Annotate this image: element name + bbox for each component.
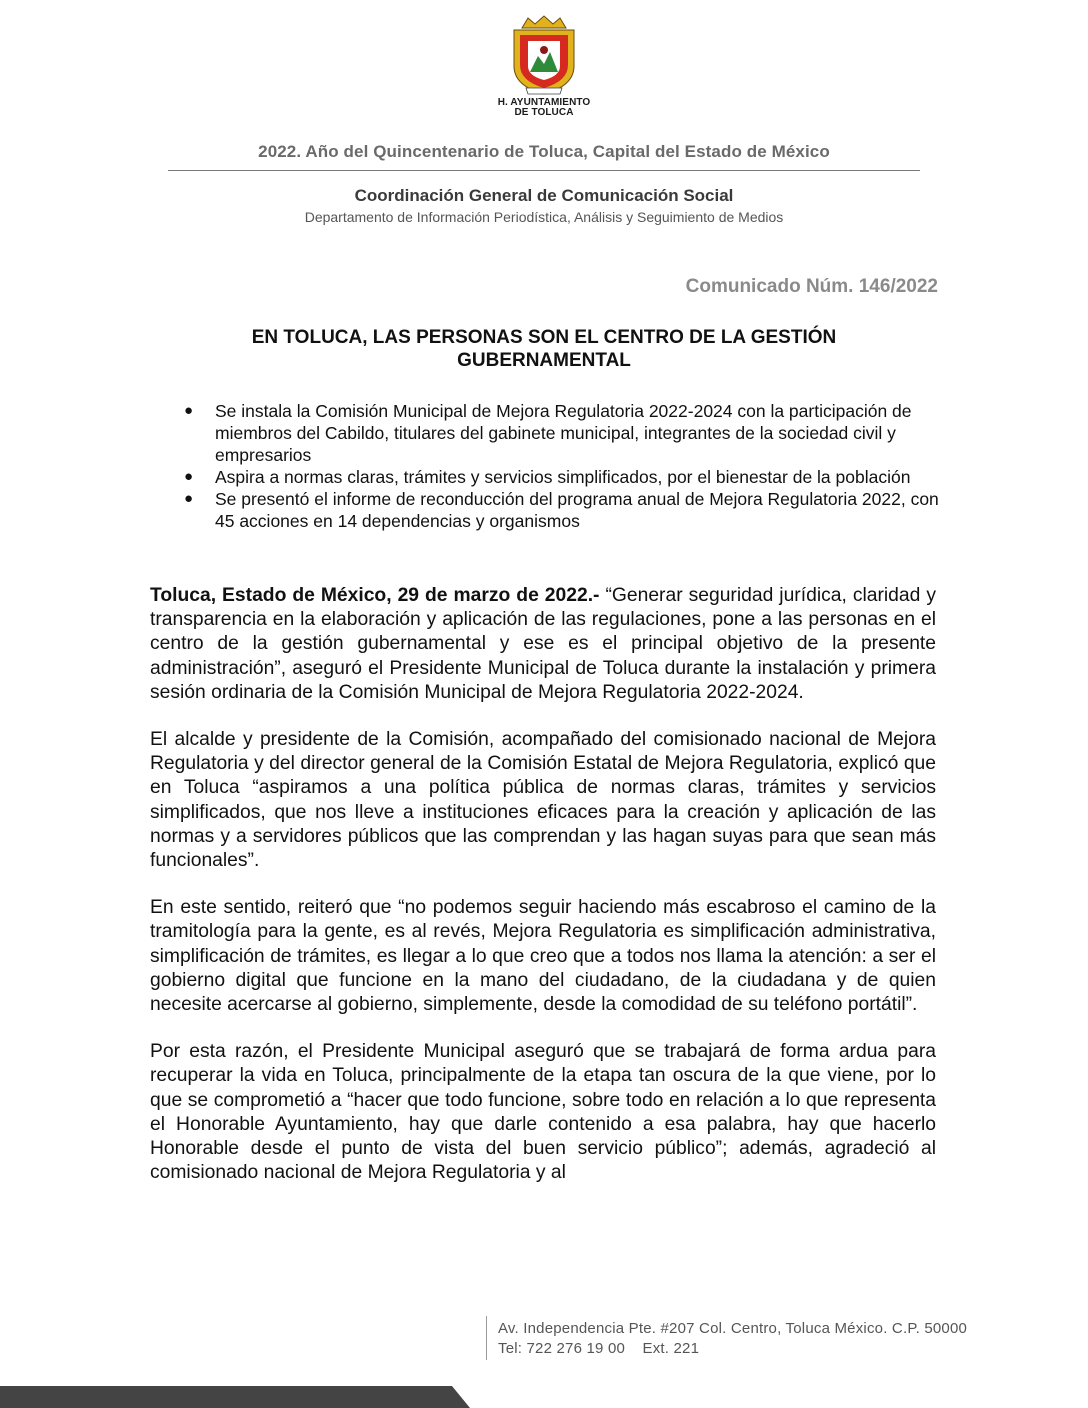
list-item [150, 466, 940, 488]
release-number: Comunicado Núm. 146/2022 [685, 276, 938, 297]
headline: EN TOLUCA, LAS PERSONAS SON EL CENTRO DE LA GESTIÓN GUBERNAMENTAL [251, 327, 837, 371]
bullet-icon: ● [184, 402, 194, 419]
logo-caption-line1: H. AYUNTAMIENTO [497, 97, 591, 108]
footer-address: Av. Independencia Pte. #207 Col. Centro, Toluca México. C.P. 50000 [498, 1320, 968, 1337]
summary-bullets [150, 400, 940, 532]
dateline: Toluca, Estado de México, 29 de marzo de 2022.- [150, 585, 600, 606]
coordination-title: Coordinación General de Comunicación Social [354, 186, 734, 205]
logo-caption-line2: DE TOLUCA [514, 107, 574, 118]
list-item [150, 400, 940, 466]
paragraph-2: El alcalde y presidente de la Comisión, acompañado del comisionado nacional de Mejora Regulatoria y del director general de la Comisión Estatal de Mejora Regulatoria, explicó que en Toluca “aspiramos a una política pública de normas claras, trámites y servicios simplificados, que nos lleve a instituciones eficaces para la creación y aplicación de las normas y a servidores públicos que las comprendan y las hagan suyas para que sean más funcionales”. [150, 729, 936, 872]
ayuntamiento-logo [488, 14, 600, 122]
article-body [150, 584, 936, 1208]
toluca-coat-of-arms-icon [508, 14, 580, 96]
bullet-text: Se presentó el informe de reconducción del programa anual de Mejora Regulatoria 2022, con 45 acciones en 14 dependencias y organismos [215, 489, 939, 531]
footer-bar [0, 1386, 470, 1408]
bullet-text: Aspira a normas claras, trámites y servicios simplificados, por el bienestar de la población [215, 467, 911, 487]
bullet-icon: ● [184, 468, 194, 485]
list-item [150, 488, 940, 532]
paragraph-1 [150, 584, 936, 705]
paragraph-4: Por esta razón, el Presidente Municipal aseguró que se trabajará de forma ardua para recuperar la vida en Toluca, principalmente de la etapa tan oscura de la que viene, por lo que se comprometió a “hacer que todo funcione, sobre todo en relación a lo que representa el Honorable Ayuntamiento, hay que darle contenido a esa palabra, hay que hacerlo Honorable desde el punto de vista del buen servicio público”; además, agradeció al comisionado nacional de Mejora Regulatoria y al [150, 1041, 936, 1184]
footer-divider [486, 1316, 487, 1360]
bullet-text: Se instala la Comisión Municipal de Mejora Regulatoria 2022-2024 con la participación de miembros del Cabildo, titulares del gabinete municipal, integrantes de la sociedad civil y empresarios [215, 401, 912, 465]
bullet-icon: ● [184, 490, 194, 507]
paragraph-3: En este sentido, reiteró que “no podemos seguir haciendo más escabroso el camino de la tramitología para la gente, es al revés, Mejora Regulatoria es simplificación administrativa, simplificación de trámites, es llegar a lo que creo que a todos nos llama la atención: a ser el gobierno digital que funcione en la mano del ciudadano, de la ciudadana y de quien necesite acercarse al gobierno, simplemente, desde la comodidad de su teléfono portátil”. [150, 897, 936, 1016]
department-title: Departamento de Información Periodística, Análisis y Seguimiento de Medios [304, 209, 784, 225]
footer-phone: Tel: 722 276 19 00 Ext. 221 [498, 1340, 700, 1357]
logo-caption [488, 98, 600, 118]
paragraph-1-text: “Generar seguridad jurídica, claridad y transparencia en la elaboración y aplicación de las regulaciones, pone a las personas en el centro de la gestión gubernamental y ese es el principal objetivo de la presente administración”, aseguró el Presidente Municipal de Toluca durante la instalación y primera sesión ordinaria de la Comisión Municipal de Mejora Regulatoria 2022-2024. [150, 585, 936, 703]
year-banner: 2022. Año del Quincentenario de Toluca, Capital del Estado de México [258, 142, 830, 161]
header-divider [168, 170, 920, 171]
